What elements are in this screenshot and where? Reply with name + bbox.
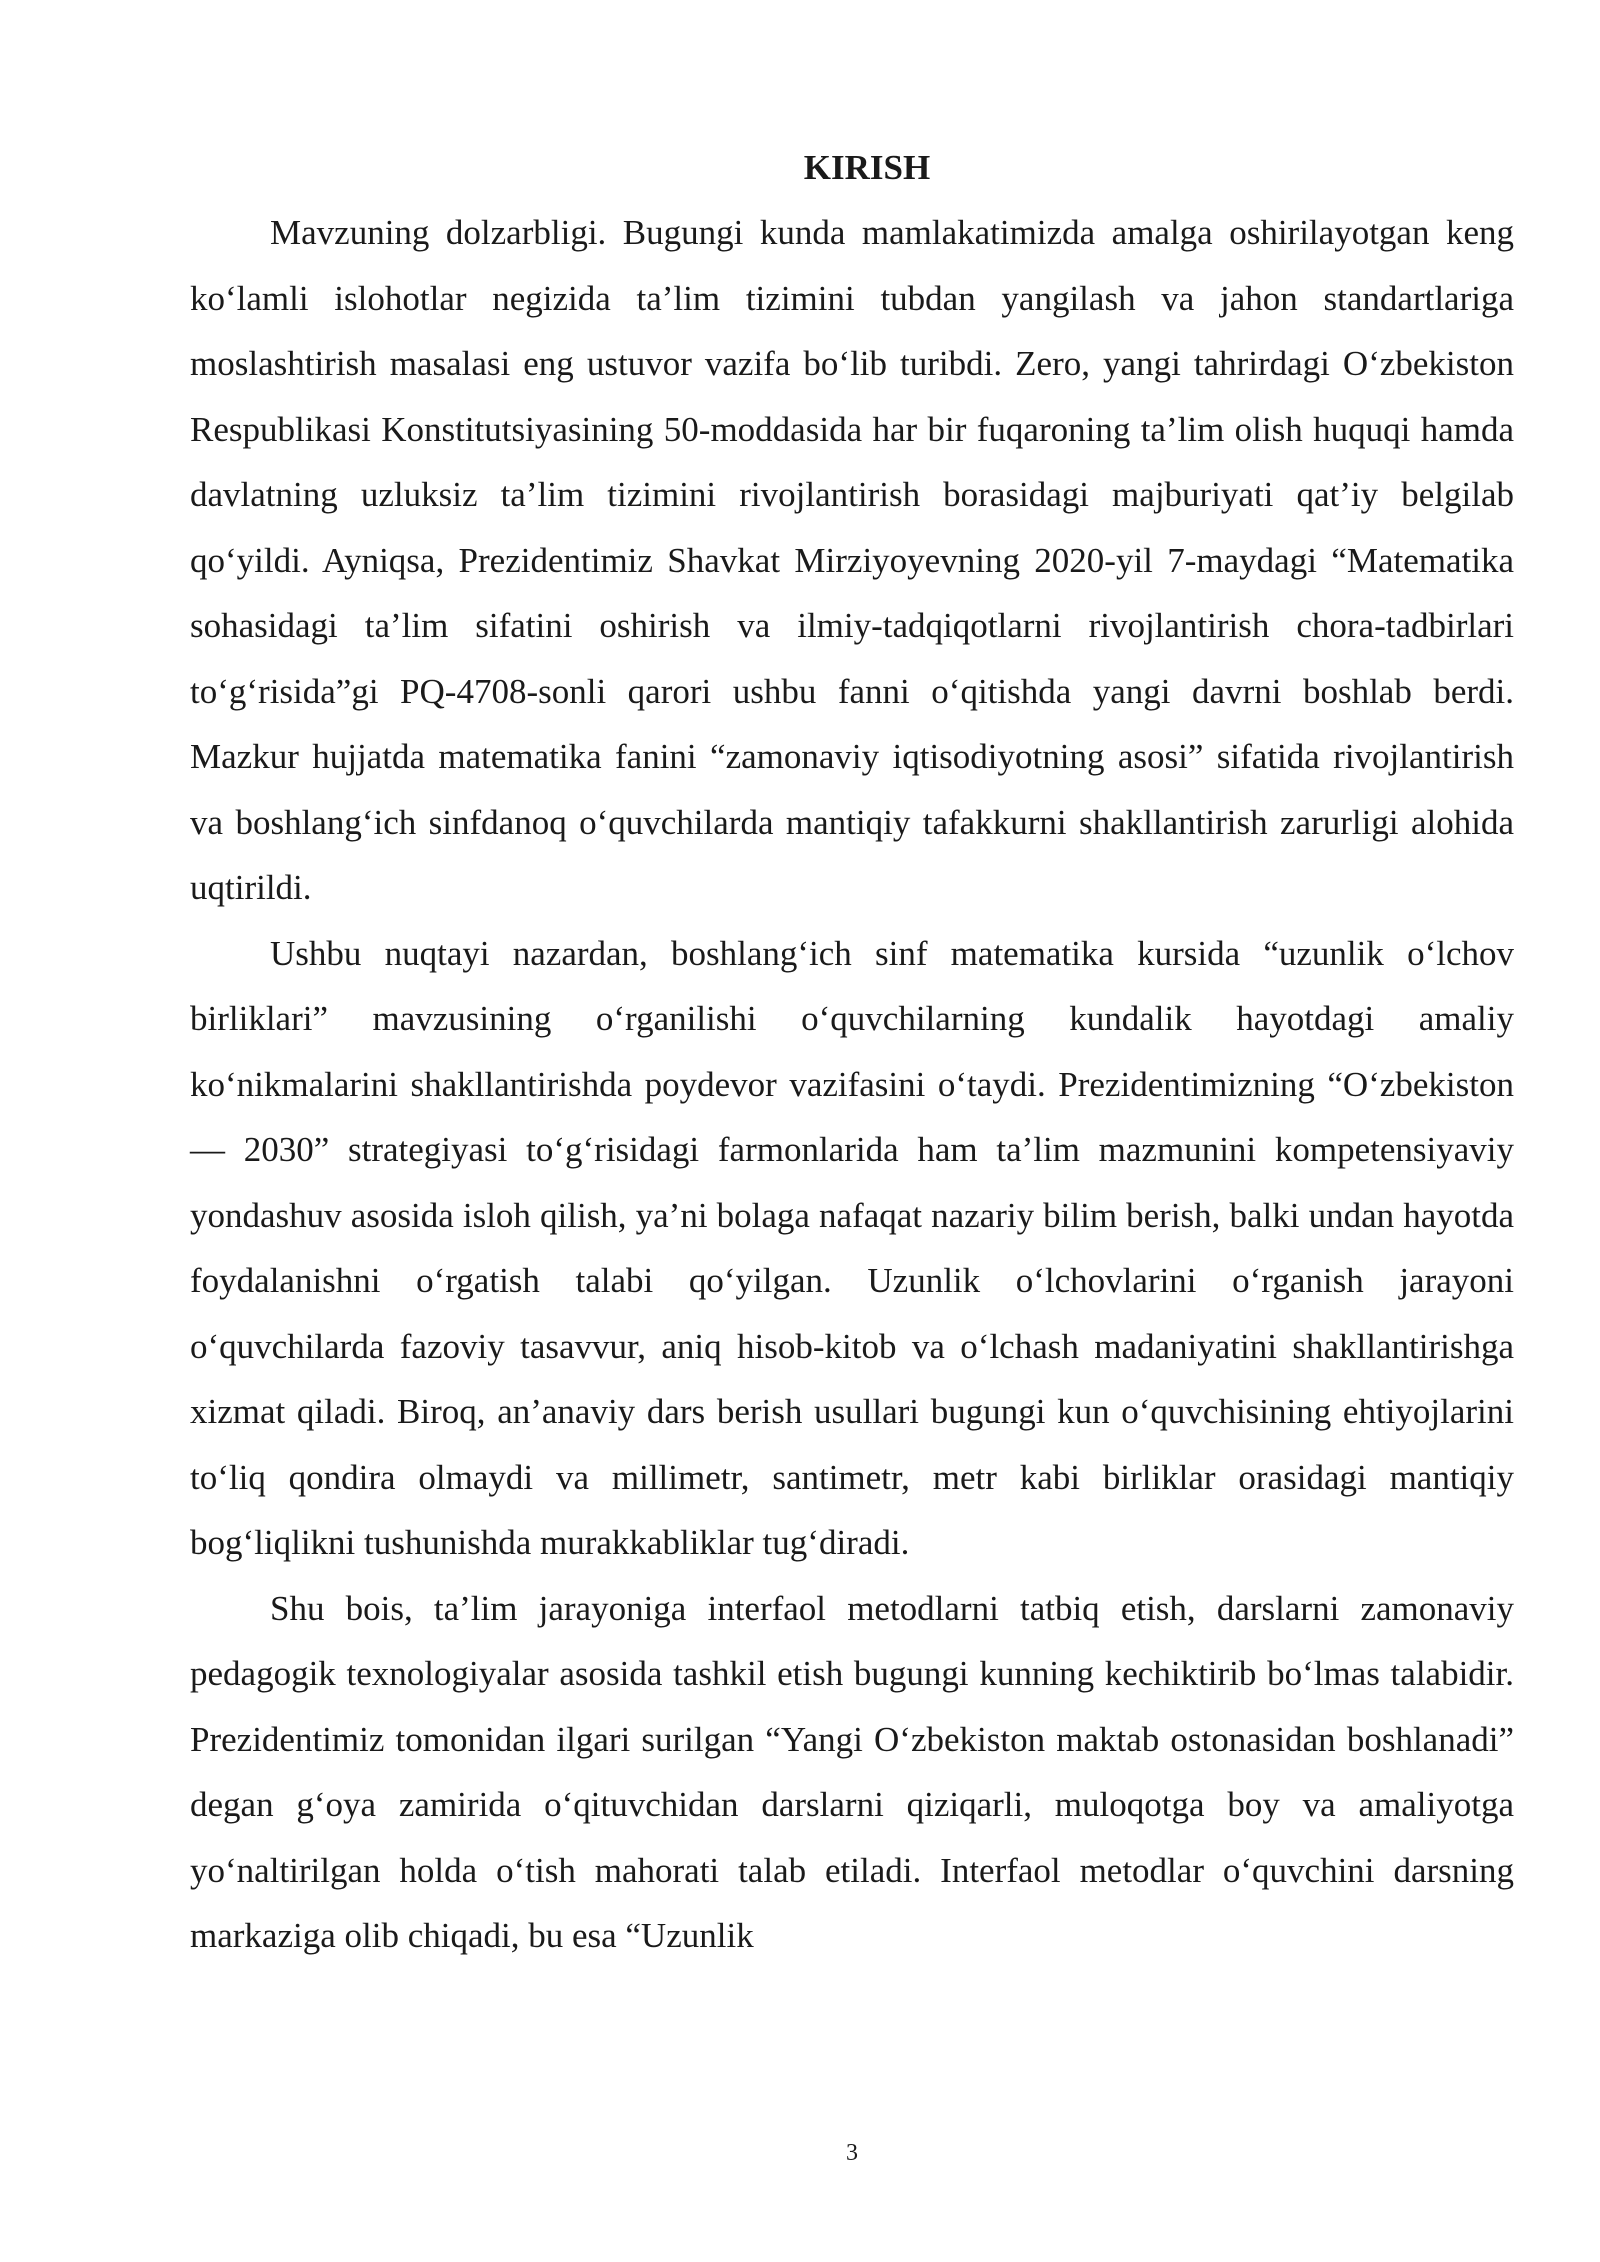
page-number: 3	[846, 2140, 858, 2166]
document-body	[190, 135, 1514, 1969]
section-title: KIRISH	[803, 148, 931, 187]
paragraph-1: Mavzuning dolzarbligi. Bugungi kunda mamlakatimizda amalga oshirilayotgan keng ko‘lamli islohotlar negizida ta’lim tizimini tubdan yangilash va jahon standartlariga moslashtirish masalasi eng ustuvor vazifa bo‘lib turibdi. Zero, yangi tahrirdagi O‘zbekiston Respublikasi Konstitutsiyasining 50-moddasida har bir fuqaroning ta’lim olish huquqi hamda davlatning uzluksiz ta’lim tizimini rivojlantirish borasidagi majburiyati qat’iy belgilab qo‘yildi. Ayniqsa, Prezidentimiz Shavkat Mirziyoyevning 2020-yil 7-maydagi “Matematika sohasidagi ta’lim sifatini oshirish va ilmiy-tadqiqotlarni rivojlantirish chora-tadbirlari to‘g‘risida”gi PQ-4708-sonli qarori ushbu fanni o‘qitishda yangi davrni boshlab berdi. Mazkur hujjatda matematika fanini “zamonaviy iqtisodiyotning asosi” sifatida rivojlantirish va boshlang‘ich sinfdanoq o‘quvchilarda mantiqiy tafakkurni shakllantirish zarurligi alohida uqtirildi.	[190, 213, 1514, 907]
paragraph-2: Ushbu nuqtayi nazardan, boshlang‘ich sinf matematika kursida “uzunlik o‘lchov birliklari” mavzusining o‘rganilishi o‘quvchilarning kundalik hayotdagi amaliy ko‘nikmalarini shakllantirishda poydevor vazifasini o‘taydi. Prezidentimizning “O‘zbekiston — 2030” strategiyasi to‘g‘risidagi farmonlarida ham ta’lim mazmunini kompetensiyaviy yondashuv asosida isloh qilish, ya’ni bolaga nafaqat nazariy bilim berish, balki undan hayotda foydalanishni o‘rgatish talabi qo‘yilgan. Uzunlik o‘lchovlarini o‘rganish jarayoni o‘quvchilarda fazoviy tasavvur, aniq hisob-kitob va o‘lchash madaniyatini shakllantirishga xizmat qiladi. Biroq, an’anaviy dars berish usullari bugungi kun o‘quvchisining ehtiyojlarini to‘liq qondira olmaydi va millimetr, santimetr, metr kabi birliklar orasidagi mantiqiy bog‘liqlikni tushunishda murakkabliklar tug‘diradi.	[190, 933, 1514, 1562]
paragraph-3: Shu bois, ta’lim jarayoniga interfaol metodlarni tatbiq etish, darslarni zamonaviy pedagogik texnologiyalar asosida tashkil etish bugungi kunning kechiktirib bo‘lmas talabidir. Prezidentimiz tomonidan ilgari surilgan “Yangi O‘zbekiston maktab ostonasidan boshlanadi” degan g‘oya zamirida o‘qituvchidan darslarni qiziqarli, muloqotga boy va amaliyotga yo‘naltirilgan holda o‘tish mahorati talab etiladi. Interfaol metodlar o‘quvchini darsning markaziga olib chiqadi, bu esa “Uzunlik	[190, 1588, 1514, 1955]
